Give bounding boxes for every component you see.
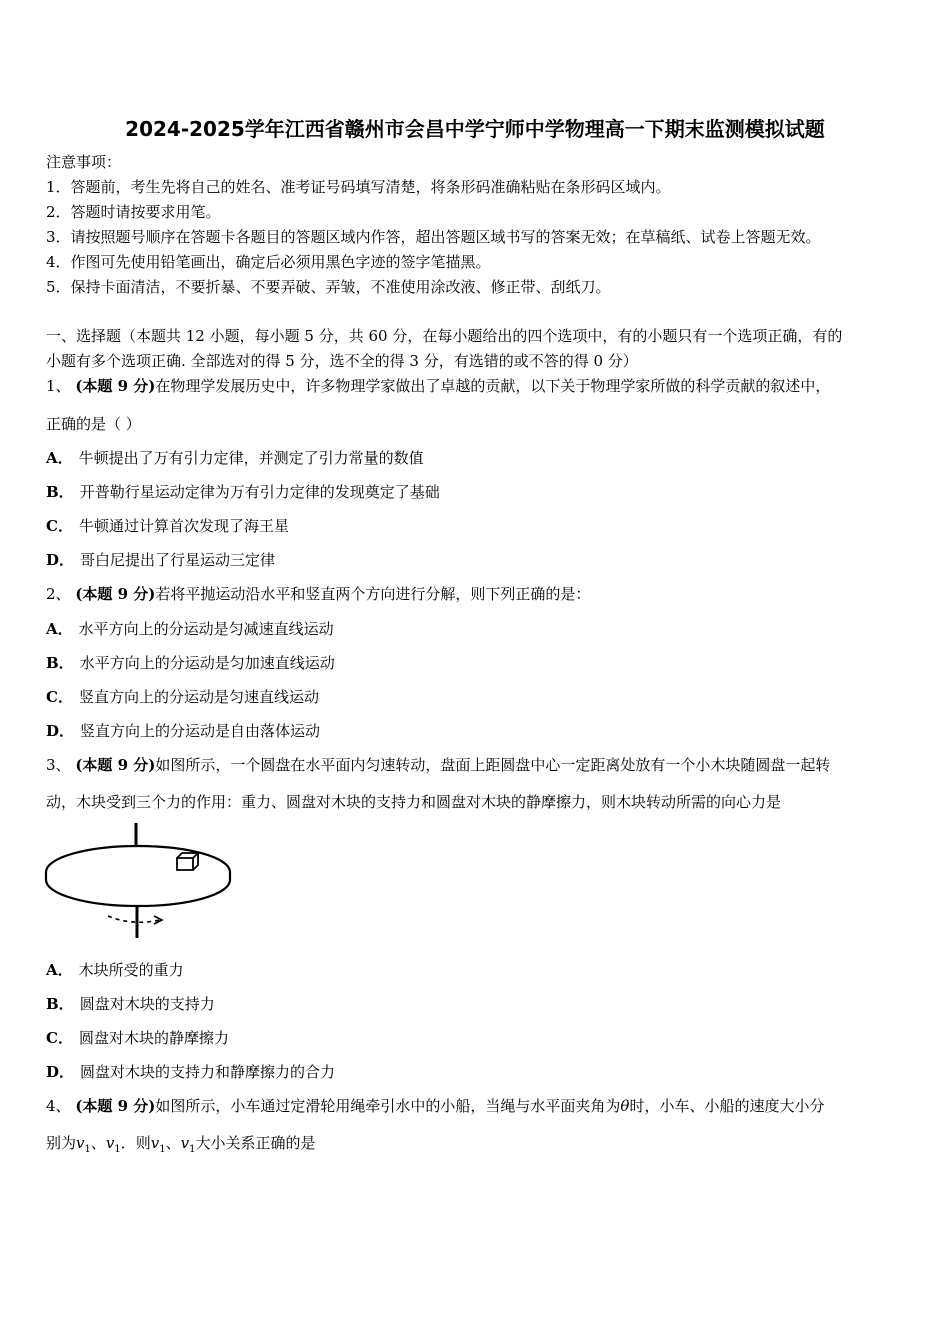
option-label: C．	[46, 688, 73, 706]
option-text: 开普勒行星运动定律为万有引力定律的发现奠定了基础	[79, 483, 440, 501]
option-text: 木块所受的重力	[78, 961, 184, 979]
question-4-stem-cont	[46, 1133, 316, 1160]
question-3-stem-cont: 动，木块受到三个力的作用：重力、圆盘对木块的支持力和圆盘对木块的静摩擦力，则木块转动所需的向心力是	[46, 793, 782, 811]
question-1-option-d	[46, 550, 275, 570]
question-text: 时，小车、小船的速度大小分	[629, 1097, 825, 1115]
question-score: (本题 9 分)	[75, 756, 156, 774]
option-label: A．	[46, 961, 73, 979]
theta-symbol: θ	[620, 1097, 630, 1115]
option-text: 圆盘对木块的支持力	[79, 995, 215, 1013]
question-2-option-a	[46, 619, 334, 639]
question-text: 如图所示，小车通过定滑轮用绳牵引水中的小船，当绳与水平面夹角为	[155, 1097, 621, 1115]
velocity-symbol: v	[105, 1134, 115, 1152]
option-text: 水平方向上的分运动是匀减速直线运动	[78, 620, 334, 638]
question-score: (本题 9 分)	[75, 1097, 156, 1115]
notice-heading: 注意事项：	[46, 153, 122, 171]
option-label: B．	[46, 483, 74, 501]
question-score: (本题 9 分)	[75, 585, 156, 603]
option-label: B．	[46, 995, 74, 1013]
question-score: (本题 9 分)	[75, 377, 156, 395]
option-label: D．	[46, 722, 75, 740]
option-label: A．	[46, 449, 73, 467]
notice-item-4: 4．作图可先使用铅笔画出，确定后必须用黑色字迹的签字笔描黑。	[46, 253, 491, 271]
question-number: 3、	[46, 756, 71, 774]
question-3-option-a	[46, 960, 184, 980]
velocity-symbol: v	[150, 1134, 160, 1152]
option-text: 圆盘对木块的支持力和静摩擦力的合力	[80, 1063, 336, 1081]
velocity-subscript: 1	[189, 1144, 196, 1155]
question-3-option-d	[46, 1062, 335, 1082]
velocity-symbol: v	[180, 1134, 190, 1152]
option-text: 牛顿提出了万有引力定律，并测定了引力常量的数值	[78, 449, 424, 467]
notice-item-1: 1．答题前，考生先将自己的姓名、准考证号码填写清楚，将条形码准确粘贴在条形码区域内。	[46, 178, 671, 196]
question-1-option-b	[46, 482, 440, 502]
option-label: B．	[46, 654, 74, 672]
option-label: A．	[46, 620, 73, 638]
velocity-subscript: 1	[84, 1144, 91, 1155]
question-number: 1、	[46, 377, 71, 395]
question-2-stem	[46, 584, 590, 604]
option-text: 水平方向上的分运动是匀加速直线运动	[79, 654, 335, 672]
option-label: D．	[46, 1063, 75, 1081]
page-title: 2024-2025学年江西省赣州市会昌中学宁师中学物理高一下期末监测模拟试题	[125, 117, 825, 141]
separator: 、	[165, 1134, 181, 1152]
disk-edge	[46, 872, 230, 906]
question-number: 4、	[46, 1097, 71, 1115]
question-3-option-c	[46, 1028, 229, 1048]
velocity-symbol: v	[76, 1134, 85, 1152]
question-1-stem-cont: 正确的是（ ）	[46, 415, 141, 433]
notice-item-3: 3．请按照题号顺序在答题卡各题目的答题区域内作答，超出答题区域书写的答案无效；在草稿纸、试卷上答题无效。	[46, 228, 821, 246]
question-1-stem	[46, 376, 830, 396]
question-text: 大小关系正确的是	[195, 1134, 316, 1152]
question-text: 如图所示，一个圆盘在水平面内匀速转动，盘面上距圆盘中心一定距离处放有一个小木块随圆盘一起转	[155, 756, 831, 774]
question-text: 别为	[46, 1134, 77, 1152]
velocity-subscript: 1	[159, 1144, 166, 1155]
question-3-stem	[46, 755, 830, 775]
notice-item-2: 2．答题时请按要求用笔。	[46, 203, 221, 221]
notice-item-5: 5．保持卡面清洁，不要折暴、不要弄破、弄皱，不准使用涂改液、修正带、刮纸刀。	[46, 278, 611, 296]
question-2-option-b	[46, 653, 335, 673]
option-text: 竖直方向上的分运动是匀速直线运动	[78, 688, 319, 706]
question-number: 2、	[46, 585, 71, 603]
option-label: C．	[46, 1029, 73, 1047]
question-1-option-c	[46, 516, 289, 536]
option-text: 圆盘对木块的静摩擦力	[78, 1029, 229, 1047]
section-heading-line1: 一、选择题（本题共 12 小题，每小题 5 分，共 60 分，在每小题给出的四个选项中，有的小题只有一个选项正确，有的	[46, 327, 843, 345]
question-text: 在物理学发展历史中，许多物理学家做出了卓越的贡献，以下关于物理学家所做的科学贡献的叙述中，	[155, 377, 831, 395]
velocity-subscript: 1	[114, 1144, 121, 1155]
question-4-stem	[46, 1096, 824, 1116]
question-3-option-b	[46, 994, 215, 1014]
section-heading-line2: 小题有多个选项正确. 全部选对的得 5 分，选不全的得 3 分，有选错的或不答的得 0 分）	[46, 352, 638, 370]
option-text: 牛顿通过计算首次发现了海王星	[78, 517, 289, 535]
option-label: C．	[46, 517, 73, 535]
rotation-arrow	[108, 916, 160, 922]
question-text: ．则	[120, 1134, 151, 1152]
option-text: 竖直方向上的分运动是自由落体运动	[80, 722, 321, 740]
option-text: 哥白尼提出了行星运动三定律	[80, 551, 276, 569]
question-text: 若将平抛运动沿水平和竖直两个方向进行分解，则下列正确的是：	[155, 585, 591, 603]
separator: 、	[90, 1134, 106, 1152]
question-2-option-d	[46, 721, 320, 741]
question-1-option-a	[46, 448, 424, 468]
rotating-disk-figure	[42, 820, 237, 940]
option-label: D．	[46, 551, 75, 569]
question-2-option-c	[46, 687, 319, 707]
